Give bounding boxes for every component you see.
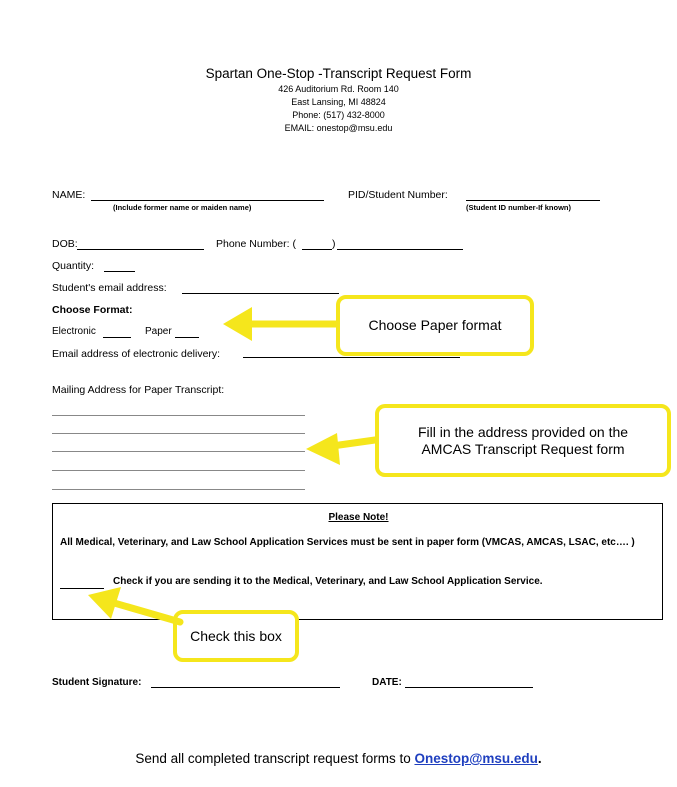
callout-choose-paper-text: Choose Paper format [368, 317, 502, 333]
name-hint: (Include former name or maiden name) [113, 203, 252, 212]
note-title: Please Note! [328, 512, 389, 523]
office-address-line1: 426 Auditorium Rd. Room 140 [278, 84, 399, 94]
footer-period: . [537, 751, 542, 766]
footer-instruction [0, 751, 677, 766]
phone-label: Phone Number: ( [216, 238, 296, 250]
paper-label: Paper [145, 326, 172, 337]
callout-fill-address-line1: Fill in the address provided on the [417, 423, 629, 440]
footer-text: Send all completed transcript request forms to [135, 751, 415, 766]
delivery-email-label: Email address of electronic delivery: [52, 348, 221, 360]
dob-label: DOB: [52, 238, 78, 250]
note-body: All Medical, Veterinary, and Law School Application Services must be sent in paper form (VMCAS, AMCAS, LSAC, etc…. ) [60, 537, 635, 548]
date-label: DATE: [372, 677, 402, 688]
electronic-label: Electronic [52, 326, 96, 337]
quantity-label: Quantity: [52, 260, 95, 272]
arrow-to-paper-head [223, 307, 252, 341]
name-label: NAME: [52, 189, 86, 201]
student-email-label: Student's email address: [52, 282, 167, 294]
mailing-address-label: Mailing Address for Paper Transcript: [52, 384, 225, 396]
pid-label: PID/Student Number: [348, 189, 448, 201]
check-label: Check if you are sending it to the Medical, Veterinary, and Law School Application Service. [113, 576, 543, 587]
arrow-to-address-head [306, 433, 340, 465]
callout-check-box-text: Check this box [190, 627, 282, 644]
pid-hint: (Student ID number-If known) [466, 203, 571, 212]
office-email: EMAIL: onestop@msu.edu [284, 123, 393, 133]
office-address-line2: East Lansing, MI 48824 [291, 97, 386, 107]
signature-label: Student Signature: [52, 677, 142, 688]
format-heading: Choose Format: [52, 304, 133, 316]
onestop-email-link[interactable]: Onestop@msu.edu [414, 751, 538, 766]
phone-close-paren: ) [332, 238, 336, 250]
callout-fill-address-line2: AMCAS Transcript Request form [421, 440, 625, 457]
form-title: Spartan One-Stop -Transcript Request Form [205, 66, 472, 81]
office-phone: Phone: (517) 432-8000 [292, 110, 385, 120]
